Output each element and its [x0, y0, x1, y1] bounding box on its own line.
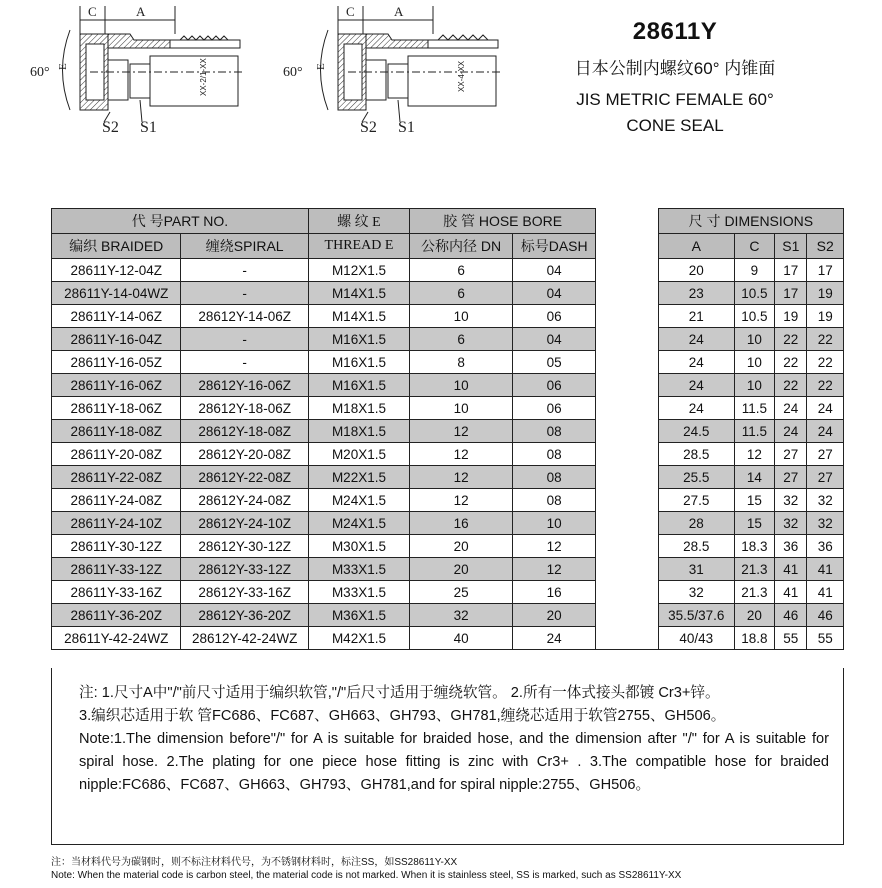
table-row: [52, 512, 844, 535]
gap-cell: [596, 581, 659, 604]
cell-s2: 27: [807, 466, 844, 489]
cell-braided: 28611Y-16-04Z: [52, 328, 181, 351]
header-dn: 公称内径 DN: [410, 234, 513, 259]
gap-cell: [596, 512, 659, 535]
cell-spiral: 28612Y-24-10Z: [181, 512, 308, 535]
gap-cell: [596, 328, 659, 351]
cell-dn: 6: [410, 259, 513, 282]
cell-spiral: 28612Y-24-08Z: [181, 489, 308, 512]
cell-braided: 28611Y-24-10Z: [52, 512, 181, 535]
header-s2: S2: [807, 234, 844, 259]
cell-spiral: 28612Y-36-20Z: [181, 604, 308, 627]
gap-cell: [596, 397, 659, 420]
cell-spiral: 28612Y-30-12Z: [181, 535, 308, 558]
s2-label: S2: [102, 119, 119, 136]
cell-c: 21.3: [734, 581, 774, 604]
cell-s2: 32: [807, 512, 844, 535]
cell-dash: 04: [513, 282, 596, 305]
cell-thread: M42X1.5: [308, 627, 409, 650]
cell-s1: 24: [775, 420, 807, 443]
cell-dn: 8: [410, 351, 513, 374]
drawing-spiral: [283, 4, 503, 136]
table-row: [52, 604, 844, 627]
cell-s2: 17: [807, 259, 844, 282]
cell-spiral: -: [181, 328, 308, 351]
header-braided: 编织 BRAIDED: [52, 234, 181, 259]
cell-a: 35.5/37.6: [658, 604, 734, 627]
cell-c: 10: [734, 374, 774, 397]
cell-c: 10.5: [734, 305, 774, 328]
cell-s1: 27: [775, 443, 807, 466]
note-cn-line1: 注: 1.尺寸A中"/"前尺寸适用于编织软管,"/"后尺寸适用于缠绕软管。 2.所有一体式接头都镀 Cr3+锌。: [79, 685, 720, 701]
cell-s2: 24: [807, 397, 844, 420]
cell-braided: 28611Y-30-12Z: [52, 535, 181, 558]
cell-spiral: 28612Y-33-12Z: [181, 558, 308, 581]
table-row: [52, 259, 844, 282]
cell-spiral: 28612Y-16-06Z: [181, 374, 308, 397]
cell-s1: 22: [775, 351, 807, 374]
table-row: [52, 466, 844, 489]
table-row: [52, 282, 844, 305]
part-code-title: 28611Y: [632, 18, 718, 45]
cell-s1: 32: [775, 512, 807, 535]
subtitle-english-line1: JIS METRIC FEMALE 60°: [576, 90, 774, 109]
cell-spiral: 28612Y-18-06Z: [181, 397, 308, 420]
cell-s2: 36: [807, 535, 844, 558]
cell-dn: 10: [410, 374, 513, 397]
cell-dash: 12: [513, 535, 596, 558]
table-row: [52, 627, 844, 650]
cell-dn: 6: [410, 328, 513, 351]
cell-a: 32: [658, 581, 734, 604]
cell-a: 40/43: [658, 627, 734, 650]
header-hose-bore: 胶 管 HOSE BORE: [410, 209, 596, 234]
cell-dn: 10: [410, 305, 513, 328]
cell-dash: 08: [513, 420, 596, 443]
drawing-braided: [30, 4, 245, 136]
header-thread-group: 螺 纹 E: [308, 209, 409, 234]
subtitle-english: [540, 87, 810, 140]
gap-cell: [596, 420, 659, 443]
cell-dash: 06: [513, 374, 596, 397]
cell-s1: 24: [775, 397, 807, 420]
cell-a: 24: [658, 351, 734, 374]
table-row: [52, 397, 844, 420]
cell-c: 11.5: [734, 420, 774, 443]
cell-dn: 10: [410, 397, 513, 420]
cell-c: 18.8: [734, 627, 774, 650]
header-c: C: [734, 234, 774, 259]
cell-c: 10: [734, 328, 774, 351]
cell-braided: 28611Y-14-04WZ: [52, 282, 181, 305]
dim-e-label: E: [57, 63, 69, 70]
cell-dn: 12: [410, 489, 513, 512]
cell-dash: 06: [513, 397, 596, 420]
cell-a: 20: [658, 259, 734, 282]
cell-c: 9: [734, 259, 774, 282]
header-thread: THREAD E: [308, 234, 409, 259]
cell-s2: 46: [807, 604, 844, 627]
fitting-drawings: [30, 0, 550, 140]
angle-label: 60°: [283, 65, 303, 80]
cell-c: 11.5: [734, 397, 774, 420]
cell-s2: 22: [807, 351, 844, 374]
subtitle-english-line2: CONE SEAL: [626, 116, 724, 136]
title-block: [540, 18, 810, 140]
cell-s1: 17: [775, 259, 807, 282]
table-row: [52, 374, 844, 397]
gap-cell: [596, 466, 659, 489]
cell-dash: 04: [513, 328, 596, 351]
cell-dash: 06: [513, 305, 596, 328]
cell-s1: 17: [775, 282, 807, 305]
gap-cell: [596, 351, 659, 374]
cell-dash: 10: [513, 512, 596, 535]
cell-braided: 28611Y-20-08Z: [52, 443, 181, 466]
gap-cell: [596, 259, 659, 282]
cell-dn: 25: [410, 581, 513, 604]
cell-thread: M22X1.5: [308, 466, 409, 489]
cell-thread: M14X1.5: [308, 305, 409, 328]
header-gap: [596, 209, 659, 259]
thread-note: XX-4-XX: [457, 60, 466, 92]
header-part-no: 代 号PART NO.: [52, 209, 309, 234]
subtitle-chinese: 日本公制内螺纹60° 内锥面: [574, 59, 776, 78]
table-row: [52, 328, 844, 351]
cell-dash: 04: [513, 259, 596, 282]
cell-s1: 27: [775, 466, 807, 489]
dim-c-label: C: [88, 4, 97, 19]
cell-spiral: 28612Y-18-08Z: [181, 420, 308, 443]
cell-dn: 20: [410, 558, 513, 581]
cell-dash: 16: [513, 581, 596, 604]
cell-dn: 32: [410, 604, 513, 627]
cell-a: 28.5: [658, 535, 734, 558]
cell-dn: 40: [410, 627, 513, 650]
cell-braided: 28611Y-33-12Z: [52, 558, 181, 581]
cell-a: 24: [658, 397, 734, 420]
cell-s1: 36: [775, 535, 807, 558]
table-row: [52, 558, 844, 581]
cell-spiral: -: [181, 351, 308, 374]
s1-label: S1: [140, 119, 157, 136]
cell-dn: 16: [410, 512, 513, 535]
cell-s1: 22: [775, 374, 807, 397]
gap-cell: [596, 489, 659, 512]
cell-a: 28: [658, 512, 734, 535]
cell-spiral: -: [181, 259, 308, 282]
cell-s1: 41: [775, 581, 807, 604]
cell-thread: M33X1.5: [308, 581, 409, 604]
cell-a: 27.5: [658, 489, 734, 512]
cell-s2: 41: [807, 581, 844, 604]
cell-dash: 05: [513, 351, 596, 374]
cell-s1: 46: [775, 604, 807, 627]
cell-thread: M18X1.5: [308, 397, 409, 420]
dim-a-label: A: [394, 4, 404, 19]
cell-thread: M12X1.5: [308, 259, 409, 282]
cell-s2: 27: [807, 443, 844, 466]
cell-thread: M24X1.5: [308, 512, 409, 535]
gap-cell: [596, 535, 659, 558]
s2-label: S2: [360, 119, 377, 136]
cell-dn: 12: [410, 443, 513, 466]
header-spiral: 缠绕SPIRAL: [181, 234, 308, 259]
cell-c: 20: [734, 604, 774, 627]
angle-label: 60°: [30, 65, 50, 80]
cell-braided: 28611Y-16-06Z: [52, 374, 181, 397]
cell-a: 24: [658, 328, 734, 351]
cell-c: 14: [734, 466, 774, 489]
cell-c: 21.3: [734, 558, 774, 581]
cell-spiral: 28612Y-22-08Z: [181, 466, 308, 489]
cell-c: 15: [734, 489, 774, 512]
cell-braided: 28611Y-18-06Z: [52, 397, 181, 420]
notes-box: [51, 668, 844, 845]
cell-a: 25.5: [658, 466, 734, 489]
cell-thread: M20X1.5: [308, 443, 409, 466]
cell-braided: 28611Y-12-04Z: [52, 259, 181, 282]
cell-dash: 12: [513, 558, 596, 581]
cell-thread: M30X1.5: [308, 535, 409, 558]
spec-table: [51, 208, 844, 650]
cell-s2: 19: [807, 305, 844, 328]
cell-s2: 24: [807, 420, 844, 443]
cell-spiral: 28612Y-33-16Z: [181, 581, 308, 604]
cell-c: 18.3: [734, 535, 774, 558]
cell-thread: M16X1.5: [308, 351, 409, 374]
cell-spiral: 28612Y-14-06Z: [181, 305, 308, 328]
gap-cell: [596, 558, 659, 581]
cell-braided: 28611Y-42-24WZ: [52, 627, 181, 650]
table-row: [52, 305, 844, 328]
gap-cell: [596, 282, 659, 305]
cell-a: 21: [658, 305, 734, 328]
cell-s2: 32: [807, 489, 844, 512]
gap-cell: [596, 627, 659, 650]
cell-a: 23: [658, 282, 734, 305]
table-row: [52, 420, 844, 443]
footer-note: [51, 856, 681, 882]
header-s1: S1: [775, 234, 807, 259]
gap-cell: [596, 604, 659, 627]
dim-c-label: C: [346, 4, 355, 19]
cell-s2: 55: [807, 627, 844, 650]
cell-dn: 12: [410, 420, 513, 443]
table-row: [52, 351, 844, 374]
gap-cell: [596, 374, 659, 397]
cell-s2: 41: [807, 558, 844, 581]
cell-dash: 08: [513, 466, 596, 489]
note-cn-line2: 3.编织芯适用于软 管FC686、FC687、GH663、GH793、GH781,缠绕芯适用于软管2755、GH506。: [79, 708, 726, 724]
header-dimensions: 尺 寸 DIMENSIONS: [658, 209, 843, 234]
cell-braided: 28611Y-22-08Z: [52, 466, 181, 489]
cell-dash: 20: [513, 604, 596, 627]
cell-thread: M33X1.5: [308, 558, 409, 581]
cell-dash: 24: [513, 627, 596, 650]
cell-thread: M18X1.5: [308, 420, 409, 443]
cell-a: 24: [658, 374, 734, 397]
cell-thread: M36X1.5: [308, 604, 409, 627]
table-row: [52, 581, 844, 604]
cell-c: 12: [734, 443, 774, 466]
cell-s1: 41: [775, 558, 807, 581]
table-row: [52, 535, 844, 558]
dim-e-label: E: [315, 63, 327, 70]
cell-a: 28.5: [658, 443, 734, 466]
cell-thread: M16X1.5: [308, 328, 409, 351]
cell-braided: 28611Y-24-08Z: [52, 489, 181, 512]
cell-braided: 28611Y-14-06Z: [52, 305, 181, 328]
cell-braided: 28611Y-16-05Z: [52, 351, 181, 374]
dim-a-label: A: [136, 4, 146, 19]
cell-spiral: -: [181, 282, 308, 305]
header-a: A: [658, 234, 734, 259]
cell-braided: 28611Y-33-16Z: [52, 581, 181, 604]
s1-label: S1: [398, 119, 415, 136]
cell-a: 31: [658, 558, 734, 581]
thread-note: XX-2/1-XX: [199, 58, 208, 96]
cell-braided: 28611Y-18-08Z: [52, 420, 181, 443]
cell-s1: 32: [775, 489, 807, 512]
cell-thread: M14X1.5: [308, 282, 409, 305]
cell-spiral: 28612Y-42-24WZ: [181, 627, 308, 650]
cell-dash: 08: [513, 443, 596, 466]
table-row: [52, 489, 844, 512]
cell-spiral: 28612Y-20-08Z: [181, 443, 308, 466]
cell-s2: 19: [807, 282, 844, 305]
gap-cell: [596, 305, 659, 328]
note-english: Note:1.The dimension before"/" for A is suitable for braided hose, and the dimension after "/" for A is suitable for spiral hose. 2.The plating for one piece hose fitting is zinc with Cr3+ . 3.The compatible hose for braided nipple:FC686、FC687、GH663、GH793、GH781,and for spiral nipple:2755、GH506。: [79, 731, 829, 793]
cell-thread: M24X1.5: [308, 489, 409, 512]
gap-cell: [596, 443, 659, 466]
cell-dn: 12: [410, 466, 513, 489]
cell-dn: 20: [410, 535, 513, 558]
footer-note-en: Note: When the material code is carbon steel, the material code is not marked. When it is stainless steel, SS is marked, such as SS28611Y-XX: [51, 870, 682, 881]
cell-braided: 28611Y-36-20Z: [52, 604, 181, 627]
header-dash: 标号DASH: [513, 234, 596, 259]
cell-s1: 55: [775, 627, 807, 650]
cell-dn: 6: [410, 282, 513, 305]
footer-note-cn: 注：当材料代号为碳钢时，则不标注材料代号，为不锈钢材料时，标注SS，如SS28611Y-XX: [51, 857, 458, 868]
cell-dash: 08: [513, 489, 596, 512]
cell-thread: M16X1.5: [308, 374, 409, 397]
cell-c: 10.5: [734, 282, 774, 305]
cell-s1: 22: [775, 328, 807, 351]
cell-c: 15: [734, 512, 774, 535]
cell-c: 10: [734, 351, 774, 374]
cell-a: 24.5: [658, 420, 734, 443]
cell-s2: 22: [807, 328, 844, 351]
cell-s2: 22: [807, 374, 844, 397]
cell-s1: 19: [775, 305, 807, 328]
table-row: [52, 443, 844, 466]
